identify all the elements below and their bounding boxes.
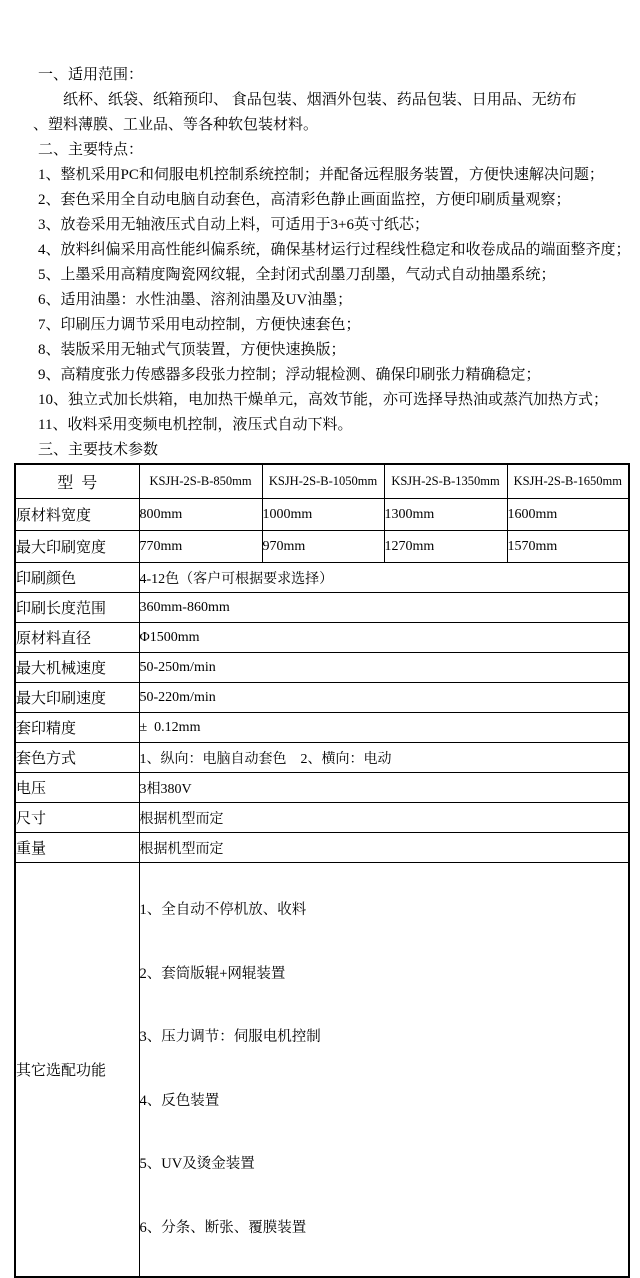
row-label: 套色方式 — [15, 743, 139, 773]
table-row-max-mechanical-speed — [15, 653, 629, 683]
row-value: 770mm — [139, 531, 262, 563]
table-row-register-accuracy — [15, 713, 629, 743]
row-value: 1600mm — [507, 499, 629, 531]
row-value-options — [139, 863, 629, 1278]
intro-text-block — [0, 0, 640, 463]
feature-item-10: 10、独立式加长烘箱，电加热干燥单元，高效节能，亦可选择导热油或蒸汽加热方式； — [38, 392, 609, 408]
row-label: 套印精度 — [15, 713, 139, 743]
model-name-4: KSJH-2S-B-1650mm — [507, 464, 629, 499]
row-label: 印刷颜色 — [15, 563, 139, 593]
feature-item-7: 7、印刷压力调节采用电动控制，方便快速套色； — [38, 317, 361, 333]
row-label: 原材料直径 — [15, 623, 139, 653]
row-value: 1270mm — [384, 531, 507, 563]
row-value: 1、纵向：电脑自动套色 2、横向：电动 — [139, 743, 629, 773]
feature-item-1: 1、整机采用PC和伺服电机控制系统控制；并配备远程服务装置，方便快速解决问题； — [38, 167, 604, 183]
section1-title: 一、适用范围： — [38, 67, 144, 83]
row-label: 印刷长度范围 — [15, 593, 139, 623]
table-row-print-length-range — [15, 593, 629, 623]
row-label: 最大印刷速度 — [15, 683, 139, 713]
feature-item-8: 8、装版采用无轴式气顶装置，方便快速换版； — [38, 342, 346, 358]
option-item-6: 6、分条、断张、覆膜装置 — [139, 1219, 307, 1236]
table-row-material-diameter — [15, 623, 629, 653]
table-row-register-mode — [15, 743, 629, 773]
section1-body-line2: 、塑料薄膜、工业品、等各种软包装材料。 — [33, 117, 319, 133]
option-item-5: 5、UV及烫金装置 — [139, 1156, 255, 1172]
table-row-voltage — [15, 773, 629, 803]
row-label: 重量 — [15, 833, 139, 863]
row-value: 根据机型而定 — [139, 833, 629, 863]
feature-item-11: 11、收料采用变频电机控制，液压式自动下料。 — [38, 417, 353, 433]
spec-table — [14, 463, 630, 1278]
row-value: 50-250m/min — [139, 653, 629, 683]
row-label: 尺寸 — [15, 803, 139, 833]
model-name-2: KSJH-2S-B-1050mm — [262, 464, 384, 499]
option-item-1: 1、全自动不停机放、收料 — [139, 902, 307, 918]
row-value: 3相380V — [139, 773, 629, 803]
feature-item-3: 3、放卷采用无轴液压式自动上料，可适用于3+6英寸纸芯； — [38, 217, 429, 233]
row-value: 970mm — [262, 531, 384, 563]
section1-body-line1: 纸杯、纸袋、纸箱预印、 食品包装、烟酒外包装、药品包装、日用品、无纺布 — [63, 92, 577, 108]
table-row-max-print-speed — [15, 683, 629, 713]
table-row-print-colors — [15, 563, 629, 593]
table-row-weight — [15, 833, 629, 863]
option-item-2: 2、套筒版辊+网辊装置 — [139, 965, 286, 982]
section3-title: 三、主要技术参数 — [38, 442, 159, 458]
row-value: 1570mm — [507, 531, 629, 563]
feature-item-2: 2、套色采用全自动电脑自动套色，高清彩色静止画面监控，方便印刷质量观察； — [38, 192, 571, 208]
table-row-max-print-width — [15, 531, 629, 563]
table-row-dimensions — [15, 803, 629, 833]
row-value: Φ1500mm — [139, 623, 629, 653]
row-value: 50-220m/min — [139, 683, 629, 713]
feature-item-4: 4、放料纠偏采用高性能纠偏系统，确保基材运行过程线性稳定和收卷成品的端面整齐度； — [38, 242, 631, 258]
model-name-1: KSJH-2S-B-850mm — [139, 464, 262, 499]
row-label: 最大印刷宽度 — [15, 531, 139, 563]
option-item-4: 4、反色装置 — [139, 1092, 220, 1109]
model-name-3: KSJH-2S-B-1350mm — [384, 464, 507, 499]
table-row-material-width — [15, 499, 629, 531]
option-item-3: 3、压力调节：伺服电机控制 — [139, 1029, 321, 1045]
row-value: ± 0.12mm — [139, 713, 629, 743]
table-header-row — [15, 464, 629, 499]
section2-title: 二、主要特点： — [38, 142, 144, 158]
row-value: 360mm-860mm — [139, 593, 629, 623]
feature-item-9: 9、高精度张力传感器多段张力控制；浮动辊检测、确保印刷张力精确稳定； — [38, 367, 541, 383]
table-row-optional-functions — [15, 863, 629, 1278]
row-label: 最大机械速度 — [15, 653, 139, 683]
row-value: 4-12色（客户可根据要求选择） — [139, 563, 629, 593]
row-value: 1300mm — [384, 499, 507, 531]
feature-item-5: 5、上墨采用高精度陶瓷网纹辊，全封闭式刮墨刀刮墨，气动式自动抽墨系统； — [38, 267, 556, 283]
row-value: 1000mm — [262, 499, 384, 531]
row-label: 电压 — [15, 773, 139, 803]
feature-item-6: 6、适用油墨：水性油墨、溶剂油墨及UV油墨； — [38, 292, 353, 308]
row-value: 800mm — [139, 499, 262, 531]
row-label: 原材料宽度 — [15, 499, 139, 531]
row-label: 其它选配功能 — [15, 863, 139, 1278]
row-value: 根据机型而定 — [139, 803, 629, 833]
header-label-model: 型 号 — [15, 464, 139, 499]
